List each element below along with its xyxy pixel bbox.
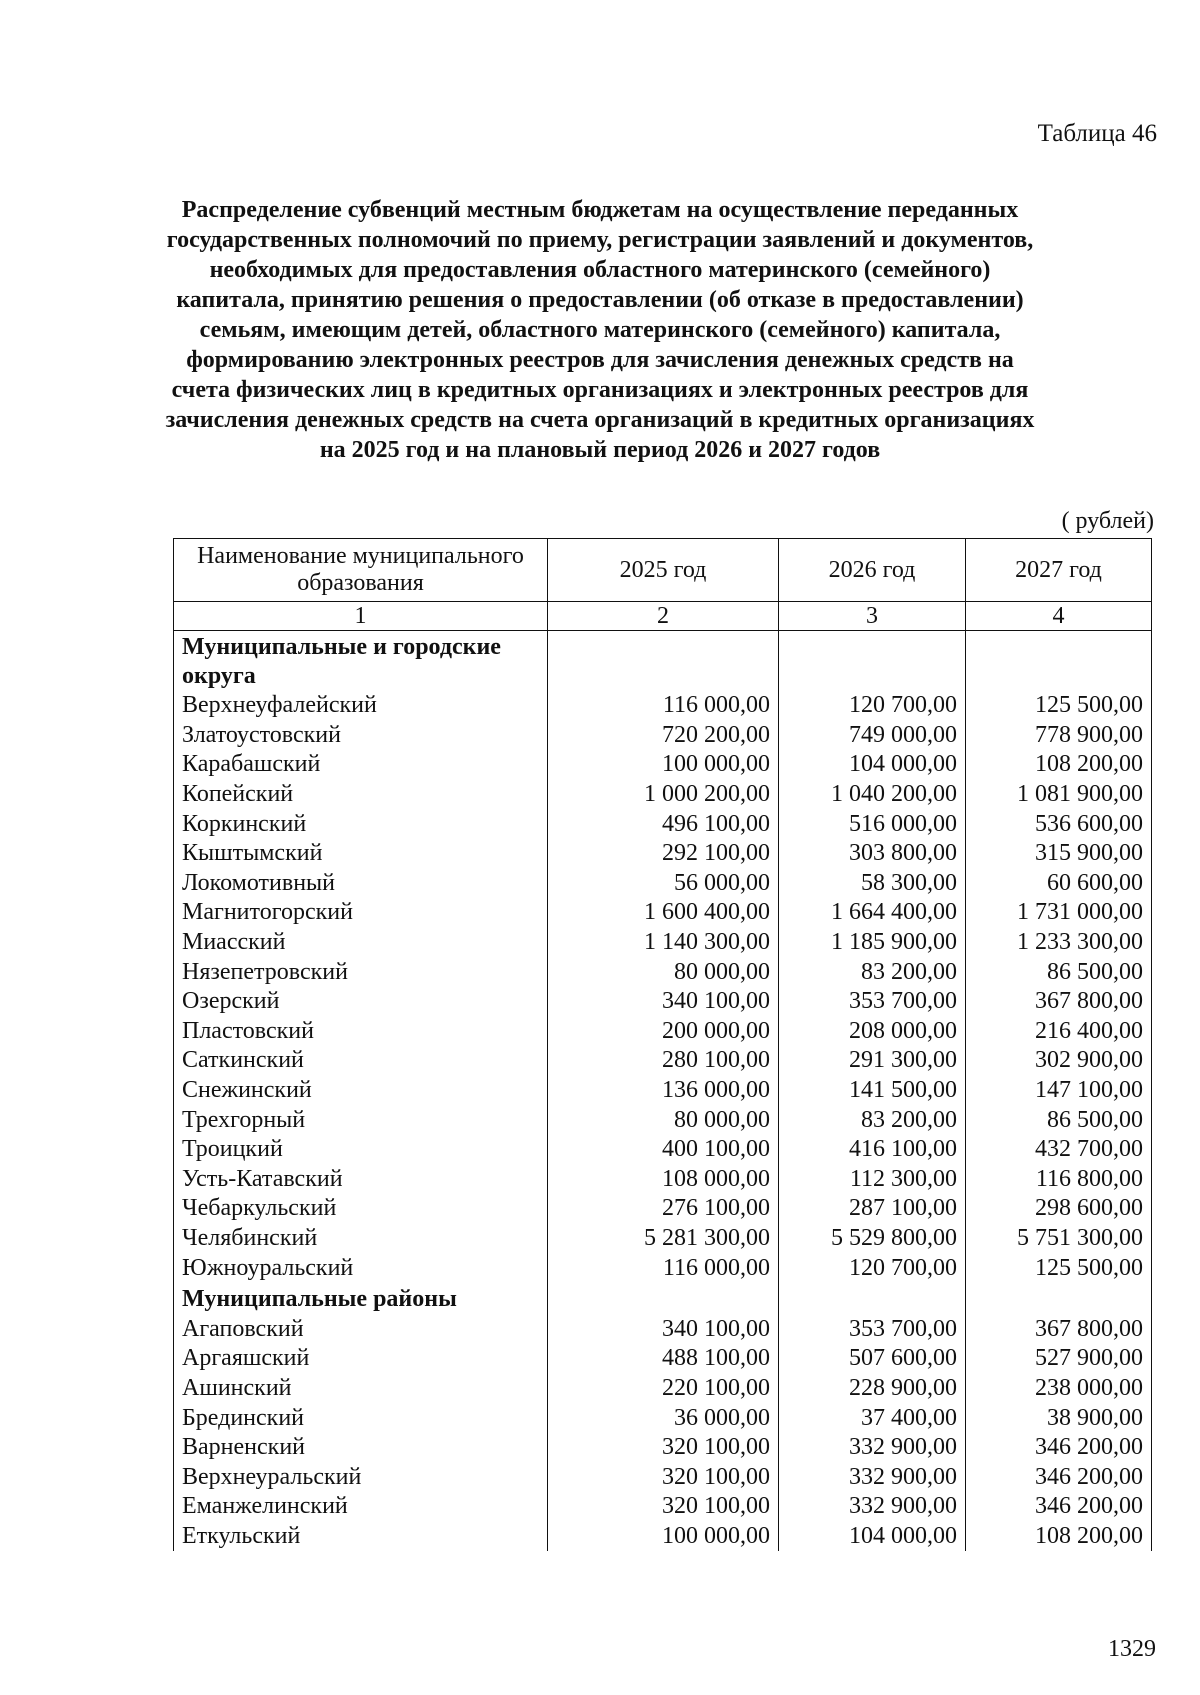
group-label: Муниципальные и городские округа [174,631,548,692]
value-2025: 320 100,00 [548,1462,779,1492]
municipality-name: Трехгорный [174,1105,548,1135]
group-header-row [174,631,1152,692]
value-2025: 200 000,00 [548,1017,779,1047]
table-row [174,1314,1152,1344]
subvention-table [173,538,1152,1551]
table-row [174,1224,1152,1254]
value-2026: 58 300,00 [779,869,966,899]
column-number: 2 [548,602,779,631]
municipality-name: Верхнеуфалейский [174,691,548,721]
title-line: формированию электронных реестров для зачисления денежных средств на [186,347,1014,373]
table-row [174,1135,1152,1165]
value-2025: 720 200,00 [548,721,779,751]
value-2027: 536 600,00 [966,809,1152,839]
table-row [174,1522,1152,1552]
header-name: Наименование муниципального образования [174,539,548,602]
value-2025: 1 140 300,00 [548,928,779,958]
column-number: 3 [779,602,966,631]
value-2026: 1 664 400,00 [779,898,966,928]
value-2026: 416 100,00 [779,1135,966,1165]
table-row [174,1165,1152,1195]
table-row [174,1105,1152,1135]
value-2026: 332 900,00 [779,1462,966,1492]
municipality-name: Брединский [174,1403,548,1433]
value-2025: 320 100,00 [548,1492,779,1522]
municipality-name: Миасский [174,928,548,958]
header-2027: 2027 год [966,539,1152,602]
value-2026: 287 100,00 [779,1194,966,1224]
value-2025: 280 100,00 [548,1046,779,1076]
value-2026: 1 040 200,00 [779,780,966,810]
municipality-name: Чебаркульский [174,1194,548,1224]
value-2027: 302 900,00 [966,1046,1152,1076]
table-row [174,1017,1152,1047]
title-line: зачисления денежных средств на счета организаций в кредитных организациях [165,407,1035,433]
municipality-name: Кыштымский [174,839,548,869]
value-2025: 320 100,00 [548,1433,779,1463]
value-2027: 1 081 900,00 [966,780,1152,810]
value-2027: 147 100,00 [966,1076,1152,1106]
header-2026: 2026 год [779,539,966,602]
title-line: на 2025 год и на плановый период 2026 и 2027 годов [319,437,881,463]
empty-cell [779,631,966,692]
municipality-name: Южноуральский [174,1253,548,1283]
table-row [174,957,1152,987]
column-number: 4 [966,602,1152,631]
table-row [174,1046,1152,1076]
value-2025: 100 000,00 [548,750,779,780]
value-2027: 346 200,00 [966,1462,1152,1492]
municipality-name: Троицкий [174,1135,548,1165]
value-2026: 208 000,00 [779,1017,966,1047]
table-row [174,869,1152,899]
municipality-name: Агаповский [174,1314,548,1344]
table-row [174,721,1152,751]
value-2026: 104 000,00 [779,1522,966,1552]
value-2027: 86 500,00 [966,957,1152,987]
municipality-name: Златоустовский [174,721,548,751]
title-line: необходимых для предоставления областного материнского (семейного) [209,257,991,283]
value-2026: 83 200,00 [779,957,966,987]
empty-cell [966,1283,1152,1315]
value-2025: 80 000,00 [548,1105,779,1135]
table-row [174,691,1152,721]
value-2027: 432 700,00 [966,1135,1152,1165]
municipality-name: Еткульский [174,1522,548,1552]
table-row [174,750,1152,780]
group-label: Муниципальные районы [174,1283,548,1315]
value-2027: 116 800,00 [966,1165,1152,1195]
municipality-name: Пластовский [174,1017,548,1047]
title-line: Распределение субвенций местным бюджетам на осуществление переданных [181,197,1019,223]
value-2027: 346 200,00 [966,1433,1152,1463]
table-row [174,928,1152,958]
municipality-name: Коркинский [174,809,548,839]
value-2027: 38 900,00 [966,1403,1152,1433]
empty-cell [548,631,779,692]
value-2025: 36 000,00 [548,1403,779,1433]
value-2026: 332 900,00 [779,1492,966,1522]
table-row [174,898,1152,928]
value-2026: 353 700,00 [779,987,966,1017]
value-2026: 120 700,00 [779,691,966,721]
municipality-name: Варненский [174,1433,548,1463]
value-2025: 488 100,00 [548,1344,779,1374]
column-number-row [174,602,1152,631]
header-2025: 2025 год [548,539,779,602]
value-2027: 86 500,00 [966,1105,1152,1135]
value-2025: 400 100,00 [548,1135,779,1165]
value-2026: 749 000,00 [779,721,966,751]
title-line: семьям, имеющим детей, областного материнского (семейного) капитала, [199,317,1001,343]
value-2027: 216 400,00 [966,1017,1152,1047]
value-2026: 291 300,00 [779,1046,966,1076]
title-line: государственных полномочий по приему, регистрации заявлений и документов, [166,227,1034,253]
header-row [174,539,1152,602]
value-2025: 220 100,00 [548,1374,779,1404]
value-2025: 496 100,00 [548,809,779,839]
column-number: 1 [174,602,548,631]
value-2026: 141 500,00 [779,1076,966,1106]
value-2027: 125 500,00 [966,691,1152,721]
value-2026: 507 600,00 [779,1344,966,1374]
value-2027: 298 600,00 [966,1194,1152,1224]
table-title [140,195,1060,465]
value-2025: 116 000,00 [548,1253,779,1283]
value-2027: 108 200,00 [966,1522,1152,1552]
table-row [174,1462,1152,1492]
table-body [174,631,1152,1552]
value-2025: 56 000,00 [548,869,779,899]
value-2027: 367 800,00 [966,987,1152,1017]
page-number: 1329 [1108,1636,1156,1662]
table-row [174,1492,1152,1522]
value-2027: 778 900,00 [966,721,1152,751]
municipality-name: Карабашский [174,750,548,780]
table-row [174,809,1152,839]
municipality-name: Верхнеуральский [174,1462,548,1492]
value-2025: 1 600 400,00 [548,898,779,928]
value-2026: 120 700,00 [779,1253,966,1283]
municipality-name: Озерский [174,987,548,1017]
municipality-name: Снежинский [174,1076,548,1106]
value-2025: 276 100,00 [548,1194,779,1224]
value-2027: 1 233 300,00 [966,928,1152,958]
empty-cell [779,1283,966,1315]
municipality-name: Копейский [174,780,548,810]
value-2026: 37 400,00 [779,1403,966,1433]
value-2026: 83 200,00 [779,1105,966,1135]
municipality-name: Аргаяшский [174,1344,548,1374]
value-2025: 136 000,00 [548,1076,779,1106]
table-row [174,1194,1152,1224]
units-label: ( рублей) [1061,508,1154,534]
value-2025: 340 100,00 [548,1314,779,1344]
value-2027: 367 800,00 [966,1314,1152,1344]
value-2026: 332 900,00 [779,1433,966,1463]
group-header-row [174,1283,1152,1315]
table-row [174,1253,1152,1283]
value-2027: 60 600,00 [966,869,1152,899]
municipality-name: Еманжелинский [174,1492,548,1522]
value-2026: 516 000,00 [779,809,966,839]
value-2027: 1 731 000,00 [966,898,1152,928]
table-row [174,987,1152,1017]
value-2027: 527 900,00 [966,1344,1152,1374]
table-number: Таблица 46 [1037,120,1157,147]
title-line: счета физических лиц в кредитных организациях и электронных реестров для [171,377,1029,403]
value-2026: 1 185 900,00 [779,928,966,958]
value-2026: 112 300,00 [779,1165,966,1195]
value-2025: 340 100,00 [548,987,779,1017]
value-2025: 5 281 300,00 [548,1224,779,1254]
value-2025: 292 100,00 [548,839,779,869]
value-2027: 315 900,00 [966,839,1152,869]
value-2027: 125 500,00 [966,1253,1152,1283]
title-line: капитала, принятию решения о предоставлении (об отказе в предоставлении) [176,287,1024,313]
municipality-name: Саткинский [174,1046,548,1076]
table-row [174,1433,1152,1463]
municipality-name: Челябинский [174,1224,548,1254]
empty-cell [548,1283,779,1315]
municipality-name: Локомотивный [174,869,548,899]
municipality-name: Магнитогорский [174,898,548,928]
value-2025: 80 000,00 [548,957,779,987]
table-row [174,839,1152,869]
value-2026: 303 800,00 [779,839,966,869]
value-2026: 5 529 800,00 [779,1224,966,1254]
value-2025: 100 000,00 [548,1522,779,1552]
table-row [174,1403,1152,1433]
value-2027: 5 751 300,00 [966,1224,1152,1254]
table-row [174,1076,1152,1106]
table-row [174,1374,1152,1404]
value-2025: 116 000,00 [548,691,779,721]
value-2027: 238 000,00 [966,1374,1152,1404]
municipality-name: Нязепетровский [174,957,548,987]
table-row [174,780,1152,810]
value-2026: 228 900,00 [779,1374,966,1404]
value-2025: 108 000,00 [548,1165,779,1195]
value-2026: 104 000,00 [779,750,966,780]
empty-cell [966,631,1152,692]
value-2026: 353 700,00 [779,1314,966,1344]
municipality-name: Усть-Катавский [174,1165,548,1195]
value-2027: 108 200,00 [966,750,1152,780]
value-2027: 346 200,00 [966,1492,1152,1522]
municipality-name: Ашинский [174,1374,548,1404]
table-row [174,1344,1152,1374]
value-2025: 1 000 200,00 [548,780,779,810]
